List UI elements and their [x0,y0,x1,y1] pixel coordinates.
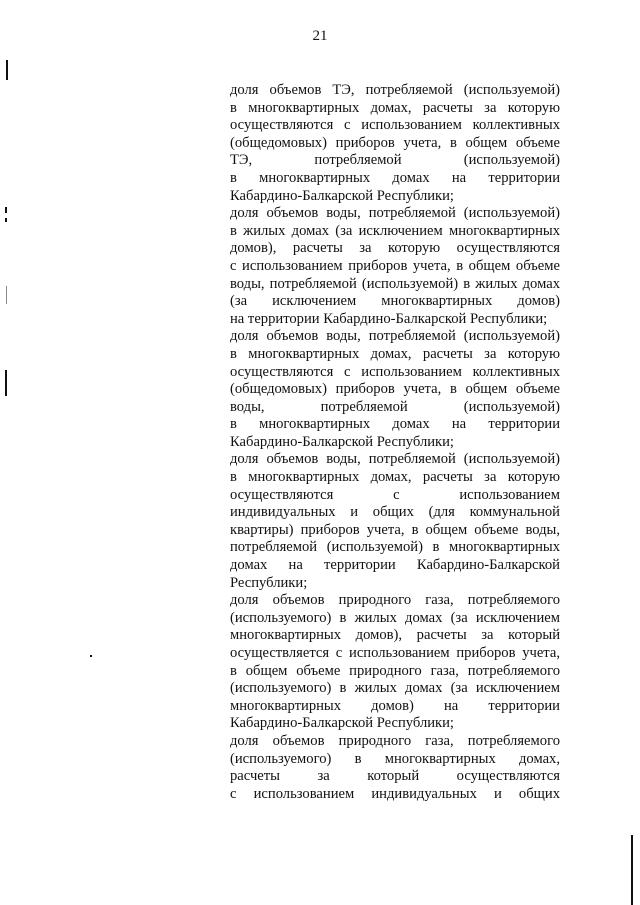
text-line: домах на территории Кабардино-Балкарской [230,557,560,574]
text-line: в общем объеме природного газа, потребляемого [230,662,560,679]
scan-mark [5,207,7,213]
scan-mark [6,60,8,80]
text-line: (общедомовых) приборов учета, в общем объеме [230,381,560,398]
text-line: (используемого) в жилых домах (за исключением [230,609,560,626]
text-line: доля объемов ТЭ, потребляемой (используемой) [230,82,560,98]
text-line: Кабардино-Балкарской Республики; [230,715,454,732]
text-line: доля объемов воды, потребляемой (используемой) [230,328,560,345]
scan-mark [90,655,92,657]
scan-mark [6,286,7,304]
page-number: 21 [312,28,328,44]
text-line: осуществляются с использованием [230,486,560,503]
text-line: (используемого) в жилых домах (за исключением [230,680,560,697]
text-line: в многоквартирных домах, расчеты за которую [230,99,560,116]
scan-mark [631,835,633,905]
text-line: воды, потребляемой (используемой) в жилых домах [230,275,560,292]
text-line: расчеты за который осуществляются [230,768,560,785]
text-line: в многоквартирных домах, расчеты за которую [230,469,560,486]
text-line: на территории Кабардино-Балкарской Республики; [230,310,548,327]
text-line: с использованием индивидуальных и общих [230,785,560,802]
text-line: воды, потребляемой (используемой) [230,398,560,415]
text-line: с использованием приборов учета, в общем объеме [230,257,560,274]
text-line: многоквартирных домов) на территории [230,697,560,714]
text-line: в многоквартирных домах на территории [230,169,560,186]
text-line: доля объемов природного газа, потребляемого [230,592,560,609]
text-line: Кабардино-Балкарской Республики; [230,187,454,204]
text-line: (общедомовых) приборов учета, в общем объеме [230,134,560,151]
text-line: в многоквартирных домах на территории [230,416,560,433]
text-line: потребляемой (используемой) в многоквартирных [230,539,560,556]
text-line: осуществляется с использованием приборов учета, [230,645,560,661]
text-line: доля объемов природного газа, потребляемого [230,732,560,749]
text-line: индивидуальных и общих (для коммунальной [230,504,560,521]
text-line: осуществляются с использованием коллективных [230,363,560,380]
text-line: ТЭ, потребляемой (используемой) [230,152,560,169]
document-body [230,82,560,803]
text-line: многоквартирных домов), расчеты за который [230,627,560,644]
scan-mark [5,218,7,222]
text-line: в жилых домах (за исключением многоквартирных [230,222,560,239]
scan-mark [5,370,7,396]
text-line: в многоквартирных домах, расчеты за которую [230,345,560,362]
text-line: домов), расчеты за которую осуществляются [230,240,560,257]
text-line: Кабардино-Балкарской Республики; [230,433,454,450]
text-line: (используемого) в многоквартирных домах, [230,750,560,767]
text-line: осуществляются с использованием коллективных [230,117,560,134]
text-line: Республики; [230,574,308,591]
text-line: (за исключением многоквартирных домов) [230,293,560,310]
text-line: квартиры) приборов учета, в общем объеме воды, [230,521,560,538]
text-line: доля объемов воды, потребляемой (используемой) [230,205,560,222]
text-line: доля объемов воды, потребляемой (используемой) [230,451,560,468]
